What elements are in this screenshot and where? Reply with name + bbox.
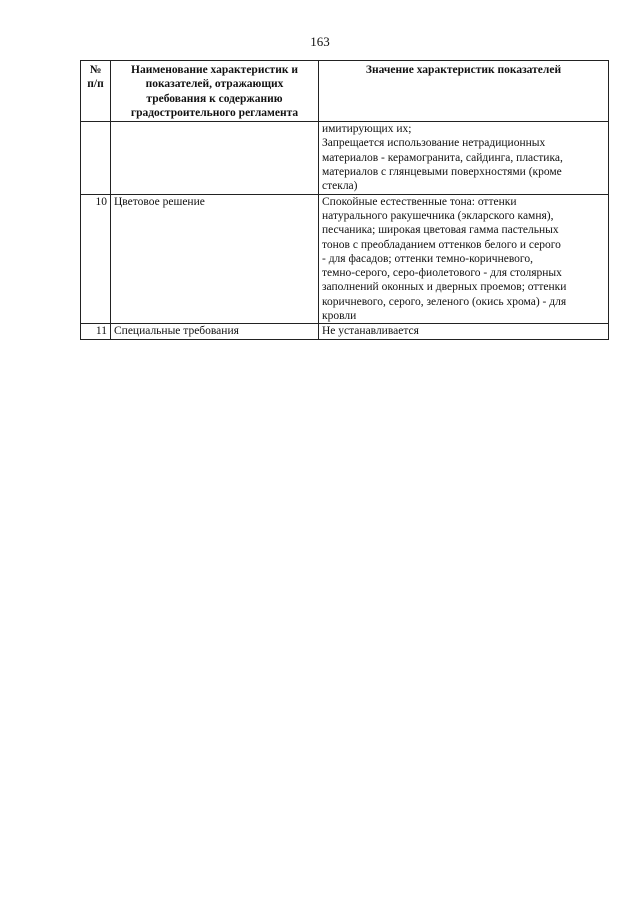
row-value-line: материалов - керамогранита, сайдинга, пластика, — [322, 151, 563, 164]
table-row — [81, 324, 609, 339]
row-number — [81, 122, 111, 194]
row-value-line: коричневого, серого, зеленого (окись хрома) - для — [322, 295, 567, 308]
regulation-table — [80, 60, 609, 340]
header-name-line: требования к содержанию — [146, 92, 283, 105]
header-number-line: № — [89, 64, 102, 76]
row-value — [319, 194, 609, 324]
row-value-line: Запрещается использование нетрадиционных — [322, 137, 546, 150]
row-value-line: кровли — [322, 310, 357, 323]
header-value-line: Значение характеристик показателей — [365, 64, 562, 76]
row-value-line: имитирующих их; — [322, 123, 412, 136]
row-value-line: материалов с глянцевыми поверхностями (кроме — [322, 166, 562, 179]
row-value-line: песчаника; широкая цветовая гамма пастельных — [322, 224, 559, 237]
row-number: 11 — [81, 324, 111, 339]
row-value-line: стекла) — [322, 180, 358, 193]
row-value-line: тонов с преобладанием оттенков белого и серого — [322, 238, 561, 251]
header-value — [319, 61, 609, 122]
row-name: Специальные требования — [111, 324, 319, 339]
header-name-line: Наименование характеристик и — [131, 64, 298, 76]
row-number: 10 — [81, 194, 111, 324]
row-name — [111, 122, 319, 194]
header-number-line: п/п — [87, 78, 104, 91]
header-number — [81, 61, 111, 122]
row-value — [319, 122, 609, 194]
row-value-line: заполнений оконных и дверных проемов; оттенки — [322, 281, 567, 294]
page-number: 163 — [310, 34, 330, 49]
table-header-row — [81, 61, 609, 122]
row-name: Цветовое решение — [111, 194, 319, 324]
row-value-line: натурального ракушечника (экларского камня), — [322, 209, 554, 222]
header-name-line: градостроительного регламента — [130, 106, 299, 119]
header-name — [111, 61, 319, 122]
row-value-line: темно-серого, серо-фиолетового - для столярных — [322, 267, 562, 280]
table-row — [81, 194, 609, 324]
table-row — [81, 122, 609, 194]
header-name-line: показателей, отражающих — [145, 78, 284, 91]
row-value-line: Спокойные естественные тона: оттенки — [322, 195, 517, 208]
row-value — [319, 324, 609, 339]
row-value-line: Не устанавливается — [322, 325, 419, 338]
row-value-line: - для фасадов; оттенки темно-коричневого, — [322, 252, 533, 265]
